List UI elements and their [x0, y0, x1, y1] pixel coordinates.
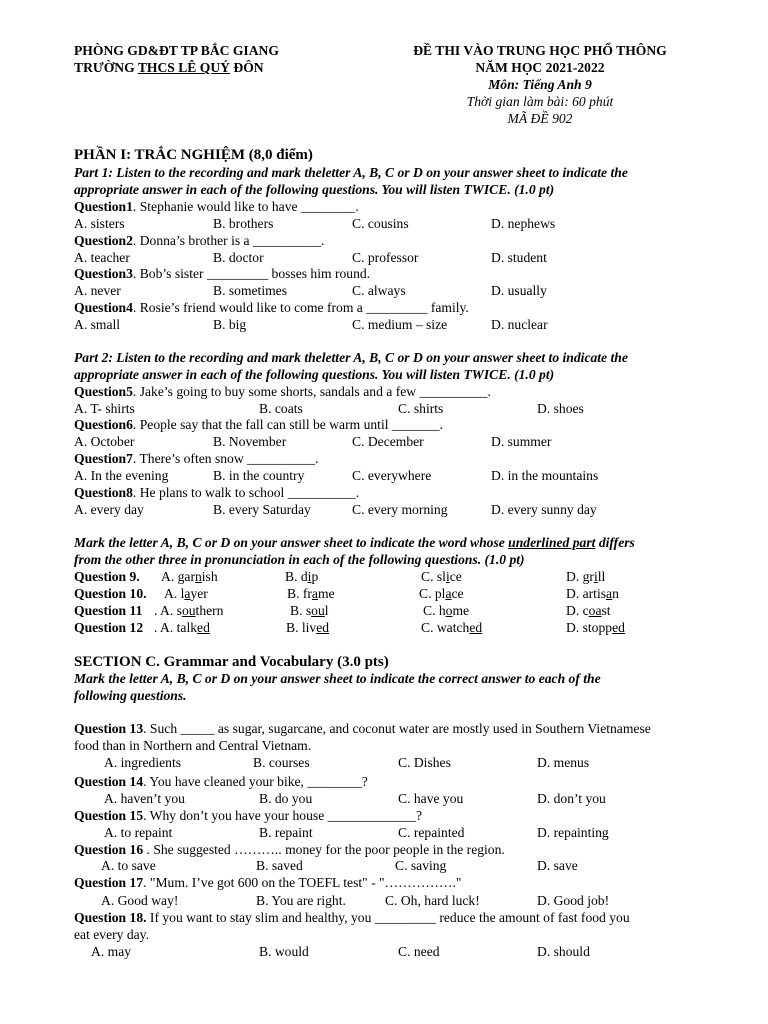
q14-option-a: A. haven’t you [104, 791, 185, 806]
q1-option-a: A. sisters [74, 216, 125, 231]
q10-label: Question 10. [74, 586, 147, 601]
q2-option-a: A. teacher [74, 250, 130, 265]
header-school: TRƯỜNG THCS LÊ QUÝ ĐÔN [74, 60, 264, 75]
q2-option-d: D. student [491, 250, 547, 265]
q17-option-b: B. You are right. [256, 893, 346, 908]
q2-option-c: C. professor [352, 250, 419, 265]
section-c-heading: SECTION C. Grammar and Vocabulary (3.0 pts) [74, 654, 389, 670]
question-17: Question 17. "Mum. I’ve got 600 on the TOEFL test" - "……………." [74, 875, 462, 890]
q12-option-c: C. watched [421, 620, 483, 635]
q1-option-b: B. brothers [213, 216, 274, 231]
part1-heading: PHẦN I: TRẮC NGHIỆM (8,0 điểm) [74, 147, 313, 163]
q5-option-c: C. shirts [398, 401, 444, 416]
q12-label: Question 12 [74, 620, 144, 635]
part1-instruction-cont: appropriate answer in each of the following questions. You will listen TWICE. (1.0 pt) [74, 182, 555, 197]
q11-option-a: . A. southern [154, 603, 224, 618]
q2-option-b: B. doctor [213, 250, 264, 265]
question-18-cont: eat every day. [74, 927, 149, 942]
question-2: Question2. Donna’s brother is a __________. [74, 233, 325, 248]
question-1: Question1. Stephanie would like to have ________. [74, 199, 359, 214]
q13-option-d: D. menus [537, 755, 590, 770]
q10-option-c: C. place [419, 586, 464, 601]
q9-option-b: B. dip [285, 569, 319, 584]
q1-option-c: C. cousins [352, 216, 409, 231]
q16-option-a: A. to save [101, 858, 156, 873]
q8-option-d: D. every sunny day [491, 502, 597, 517]
q16-option-c: C. saving [395, 858, 447, 873]
q9-option-d: D. grill [566, 569, 606, 584]
q8-option-a: A. every day [74, 502, 144, 517]
q4-option-c: C. medium – size [352, 317, 448, 332]
q15-option-b: B. repaint [259, 825, 313, 840]
q11-label: Question 11 [74, 603, 143, 618]
part2-instruction: Part 2: Listen to the recording and mark theletter A, B, C or D on your answer sheet to indicate the [74, 350, 628, 365]
q18-option-a: A. may [91, 944, 132, 959]
q17-option-c: C. Oh, hard luck! [385, 893, 480, 908]
duration: Thời gian làm bài: 60 phút [466, 94, 614, 109]
q6-option-d: D. summer [491, 434, 552, 449]
question-3: Question3. Bob’s sister _________ bosses him round. [74, 266, 371, 281]
pronunciation-instruction: Mark the letter A, B, C or D on your answer sheet to indicate the word whose underlined part differs [74, 535, 635, 550]
section-c-instruction-cont: following questions. [74, 688, 187, 703]
q7-option-c: C. everywhere [352, 468, 432, 483]
q10-option-b: B. frame [287, 586, 335, 601]
q14-option-c: C. have you [398, 791, 464, 806]
q11-option-d: D. coast [566, 603, 611, 618]
q3-option-b: B. sometimes [213, 283, 288, 298]
exam-title: ĐỀ THI VÀO TRUNG HỌC PHỔ THÔNG [413, 43, 667, 58]
q17-option-a: A. Good way! [101, 893, 179, 908]
question-16: Question 16 . She suggested ……….. money for the poor people in the region. [74, 842, 505, 857]
q12-option-d: D. stopped [566, 620, 625, 635]
question-18: Question 18. If you want to stay slim and healthy, you _________ reduce the amount of fast food you [74, 910, 630, 925]
q11-option-c: C. home [423, 603, 470, 618]
q5-option-b: B. coats [259, 401, 303, 416]
question-5: Question5. Jake’s going to buy some shorts, sandals and a few __________. [74, 384, 491, 399]
question-8: Question8. He plans to walk to school __________. [74, 485, 360, 500]
q7-option-a: A. In the evening [74, 468, 169, 483]
subject: Môn: Tiếng Anh 9 [488, 77, 592, 92]
q3-option-c: C. always [352, 283, 406, 298]
q10-option-a: A. layer [164, 586, 208, 601]
q7-option-b: B. in the country [213, 468, 305, 483]
question-6: Question6. People say that the fall can still be warm until _______. [74, 417, 443, 432]
q17-option-d: D. Good job! [537, 893, 610, 908]
header-department: PHÒNG GD&ĐT TP BẮC GIANG [74, 43, 279, 58]
question-7: Question7. There’s often snow __________. [74, 451, 319, 466]
school-year: NĂM HỌC 2021-2022 [475, 60, 605, 75]
q6-option-b: B. November [213, 434, 287, 449]
question-13-cont: food than in Northern and Central Vietnam. [74, 738, 312, 753]
q3-option-d: D. usually [491, 283, 547, 298]
part2-instruction-cont: appropriate answer in each of the following questions. You will listen TWICE. (1.0 pt) [74, 367, 555, 382]
question-13: Question 13. Such _____ as sugar, sugarcane, and coconut water are mostly used in Southern Vietnamese [74, 721, 651, 736]
q9-option-c: C. slice [421, 569, 462, 584]
q4-option-b: B. big [213, 317, 247, 332]
q15-option-a: A. to repaint [104, 825, 173, 840]
q18-option-d: D. should [537, 944, 590, 959]
exam-code: MÃ ĐỀ 902 [507, 111, 573, 126]
q11-option-b: B. soul [290, 603, 329, 618]
q13-option-a: A. ingredients [104, 755, 182, 770]
q7-option-d: D. in the mountains [491, 468, 599, 483]
section-c-instruction: Mark the letter A, B, C or D on your answer sheet to indicate the correct answer to each of the [74, 671, 601, 686]
q16-option-b: B. saved [256, 858, 303, 873]
q16-option-d: D. save [537, 858, 578, 873]
q6-option-a: A. October [74, 434, 135, 449]
q18-option-c: C. need [398, 944, 440, 959]
pronunciation-instruction-cont: from the other three in pronunciation in each of the following questions. (1.0 pt) [74, 552, 525, 567]
q12-option-a: . A. talked [154, 620, 210, 635]
q18-option-b: B. would [259, 944, 309, 959]
part1-instruction: Part 1: Listen to the recording and mark theletter A, B, C or D on your answer sheet to indicate the [74, 165, 628, 180]
question-4: Question4. Rosie’s friend would like to come from a _________ family. [74, 300, 469, 315]
q5-option-a: A. T- shirts [74, 401, 135, 416]
q15-option-d: D. repainting [537, 825, 609, 840]
q8-option-c: C. every morning [352, 502, 448, 517]
q4-option-a: A. small [74, 317, 121, 332]
q12-option-b: B. lived [286, 620, 330, 635]
q4-option-d: D. nuclear [491, 317, 548, 332]
q13-option-b: B. courses [253, 755, 310, 770]
q10-option-d: D. artisan [566, 586, 619, 601]
q15-option-c: C. repainted [398, 825, 465, 840]
q3-option-a: A. never [74, 283, 121, 298]
q6-option-c: C. December [352, 434, 424, 449]
q9-option-a: A. garnish [161, 569, 218, 584]
question-14: Question 14. You have cleaned your bike, ________? [74, 774, 368, 789]
q9-label: Question 9. [74, 569, 140, 584]
q8-option-b: B. every Saturday [213, 502, 311, 517]
question-15: Question 15. Why don’t you have your house _____________? [74, 808, 423, 823]
q14-option-b: B. do you [259, 791, 313, 806]
q1-option-d: D. nephews [491, 216, 556, 231]
q13-option-c: C. Dishes [398, 755, 451, 770]
q14-option-d: D. don’t you [537, 791, 606, 806]
q5-option-d: D. shoes [537, 401, 584, 416]
